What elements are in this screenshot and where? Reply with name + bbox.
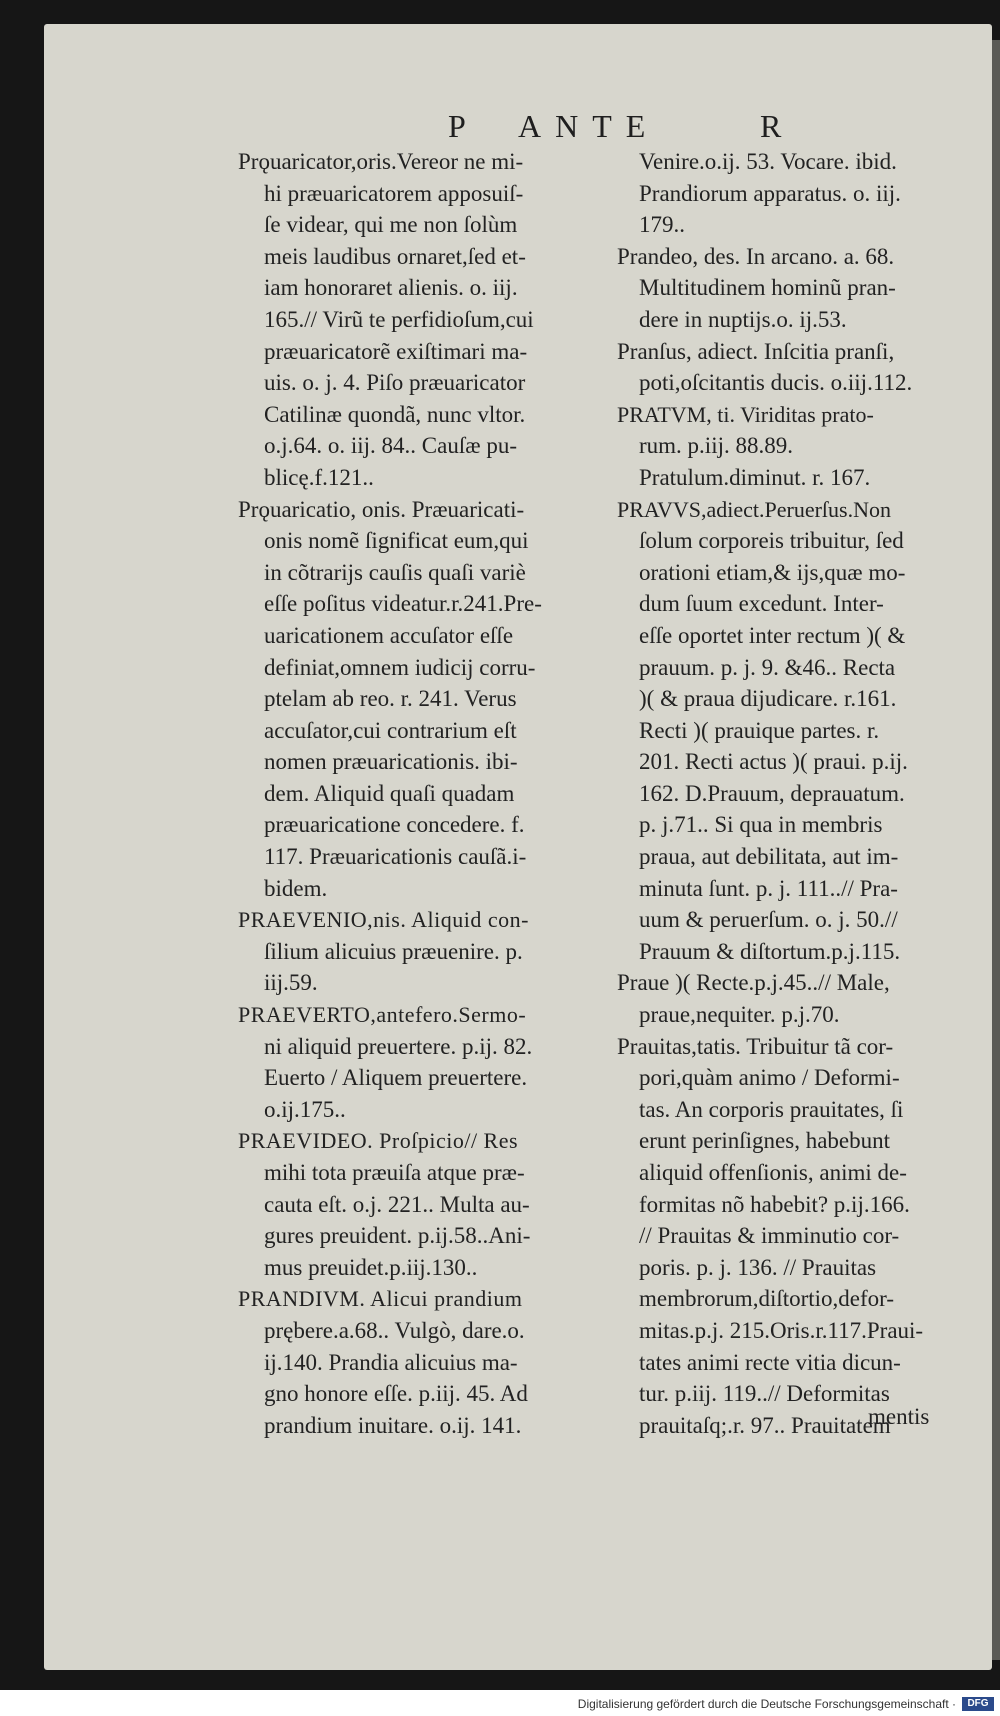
text-line: eſſe oportet inter rectum )( & [639,622,906,648]
text-line: Pratulum.diminut. r. 167. [639,464,871,490]
text-line: ſilium alicuius præuenire. p. [264,938,523,964]
text-line: Recti )( prauique partes. r. [639,717,880,743]
text-line: aliquid offenſionis, animi de- [639,1160,907,1185]
text-line: Praue )( Recte.p.j.45..// Male, [617,970,890,996]
text-line: definiat,omnem iudicij corru- [264,654,536,680]
text-line: Multitudinem hominũ pran- [639,275,896,301]
text-line: ni aliquid preuertere. p.ij. 82. [264,1033,533,1059]
text-line: p. j.71.. Si qua in membris [639,812,883,838]
text-line: in cõtrarijs cauſis quaſi variè [264,559,526,585]
text-line: gno honore eſſe. p.iij. 45. Ad [264,1381,528,1407]
header-letter-p: P [448,108,466,144]
text-line: ſe videar, qui me non ſolùm [264,212,518,238]
text-line: ptelam ab reo. r. 241. Verus [264,686,517,712]
text-line: pori,quàm animo / Deformi- [639,1065,900,1091]
text-line: Venire.o.ij. 53. Vocare. ibid. [639,149,897,174]
text-line: bidem. [264,875,328,901]
text-line: dum ſuum excedunt. Inter- [639,591,884,617]
left-column [238,146,596,1441]
text-line: tas. An corporis prauitates, ſi [639,1096,904,1122]
text-line: Prǫuaricatio, onis. Præuaricati- [238,496,525,522]
dfg-logo: DFG [962,1697,994,1711]
text-line: præuaricatione concedere. f. [264,812,525,838]
text-line: Prǫuaricator,oris.Vereor ne mi- [238,149,524,174]
text-line: prauitaſq;.r. 97.. Prauitatem [639,1412,891,1438]
text-line: o.j.64. o. iij. 84.. Cauſæ pu- [264,433,517,459]
text-line: praue,nequiter. p.j.70. [639,1002,840,1028]
text-line: iij.59. [264,970,318,996]
text-line: onis nomẽ ſignificat eum,qui [264,528,529,554]
text-line: meis laudibus ornaret,ſed et- [264,243,526,269]
text-line: Prauum & diſtortum.p.j.115. [639,938,901,964]
text-line: hi præuaricatorem apposuiſ- [264,180,524,206]
text-line: poris. p. j. 136. // Prauitas [639,1254,877,1280]
text-line: PRAEVERTO,antefero.Sermo- [238,1002,527,1028]
text-line: formitas nõ habebit? p.ij.166. [639,1191,910,1217]
text-line: ij.140. Prandia alicuius ma- [264,1349,518,1375]
text-line: blicę.f.121.. [264,464,374,490]
right-column [617,146,987,1441]
catchword: mentis [868,1404,930,1429]
footer-credit: Digitalisierung gefördert durch die Deutsche Forschungsgemeinschaft · [577,1697,956,1711]
text-line: praua, aut debilitata, aut im- [639,844,899,870]
text-line: PRATVM, ti. Viriditas prato- [617,401,874,427]
text-line: uum & peruerſum. o. j. 50.// [639,907,898,933]
text-line: orationi etiam,& ijs,quæ mo- [639,559,906,585]
text-line: o.ij.175.. [264,1096,346,1122]
text-line: Prauitas,tatis. Tribuitur tã cor- [617,1033,894,1059]
text-line: 162. D.Prauum, deprauatum. [639,780,905,806]
text-line: erunt perinſignes, habebunt [639,1128,891,1154]
text-line: ſolum corporeis tribuitur, ſed [639,528,904,554]
text-line: prauum. p. j. 9. &46.. Recta [639,654,896,680]
text-line: 165.// Virũ te perfidioſum,cui [264,306,534,332]
text-line: Prandeo, des. In arcano. a. 68. [617,243,895,269]
text-line: // Prauitas & imminutio cor- [639,1223,900,1249]
text-line: mihi tota præuiſa atque præ- [264,1160,525,1185]
text-line: rum. p.iij. 88.89. [639,433,793,459]
header-letter-r: R [760,108,782,144]
text-line: PRAEVIDEO. Proſpicio// Res [238,1128,519,1154]
text-line: 179.. [639,212,685,238]
text-line: gures preuident. p.ij.58..Ani- [264,1223,531,1249]
text-line: mitas.p.j. 215.Oris.r.117.Praui- [639,1317,924,1343]
text-line: Euerto / Aliquem preuertere. [264,1065,528,1091]
running-header [448,108,808,148]
text-line: uaricationem accuſator eſſe [264,622,514,648]
text-line: Pranſus, adiect. Inſcitia pranſi, [617,338,895,364]
text-line: dere in nuptijs.o. ij.53. [639,306,847,332]
text-line: Catilinæ quondã, nunc vltor. [264,401,526,427]
text-line: accuſator,cui contrarium eſt [264,717,517,743]
text-line: minuta ſunt. p. j. 111..// Pra- [639,875,898,901]
text-line: PRAVVS,adiect.Peruerſus.Non [617,496,891,522]
text-line: tur. p.iij. 119..// Deformitas [639,1381,890,1407]
text-line: poti,oſcitantis ducis. o.iij.112. [639,370,913,396]
text-line: )( & praua dijudicare. r.161. [639,686,897,712]
text-line: præuaricatorẽ exiſtimari ma- [264,338,528,364]
text-line: tates animi recte vitia dicun- [639,1349,901,1375]
text-line: uis. o. j. 4. Piſo præuaricator [264,370,526,396]
text-line: prębere.a.68.. Vulgò, dare.o. [264,1317,525,1343]
text-line: PRANDIVM. Alicui prandium [238,1286,523,1312]
text-line: PRAEVENIO,nis. Aliquid con- [238,907,529,933]
text-line: 117. Præuaricationis cauſã.i- [264,844,527,870]
text-line: nomen præuaricationis. ibi- [264,749,518,775]
text-line: prandium inuitare. o.ij. 141. [264,1412,522,1438]
text-line: membrorum,diſtortio,defor- [639,1286,895,1312]
text-line: dem. Aliquid quaſi quadam [264,780,515,806]
text-line: cauta eſt. o.j. 221.. Multa au- [264,1191,530,1217]
text-line: mus preuidet.p.iij.130.. [264,1254,478,1280]
text-line: Prandiorum apparatus. o. iij. [639,180,901,206]
text-line: iam honoraret alienis. o. iij. [264,275,518,301]
text-line: 201. Recti actus )( praui. p.ij. [639,749,908,775]
header-ante: ANTE [518,108,660,144]
text-line: eſſe poſitus videatur.r.241.Pre- [264,591,542,617]
